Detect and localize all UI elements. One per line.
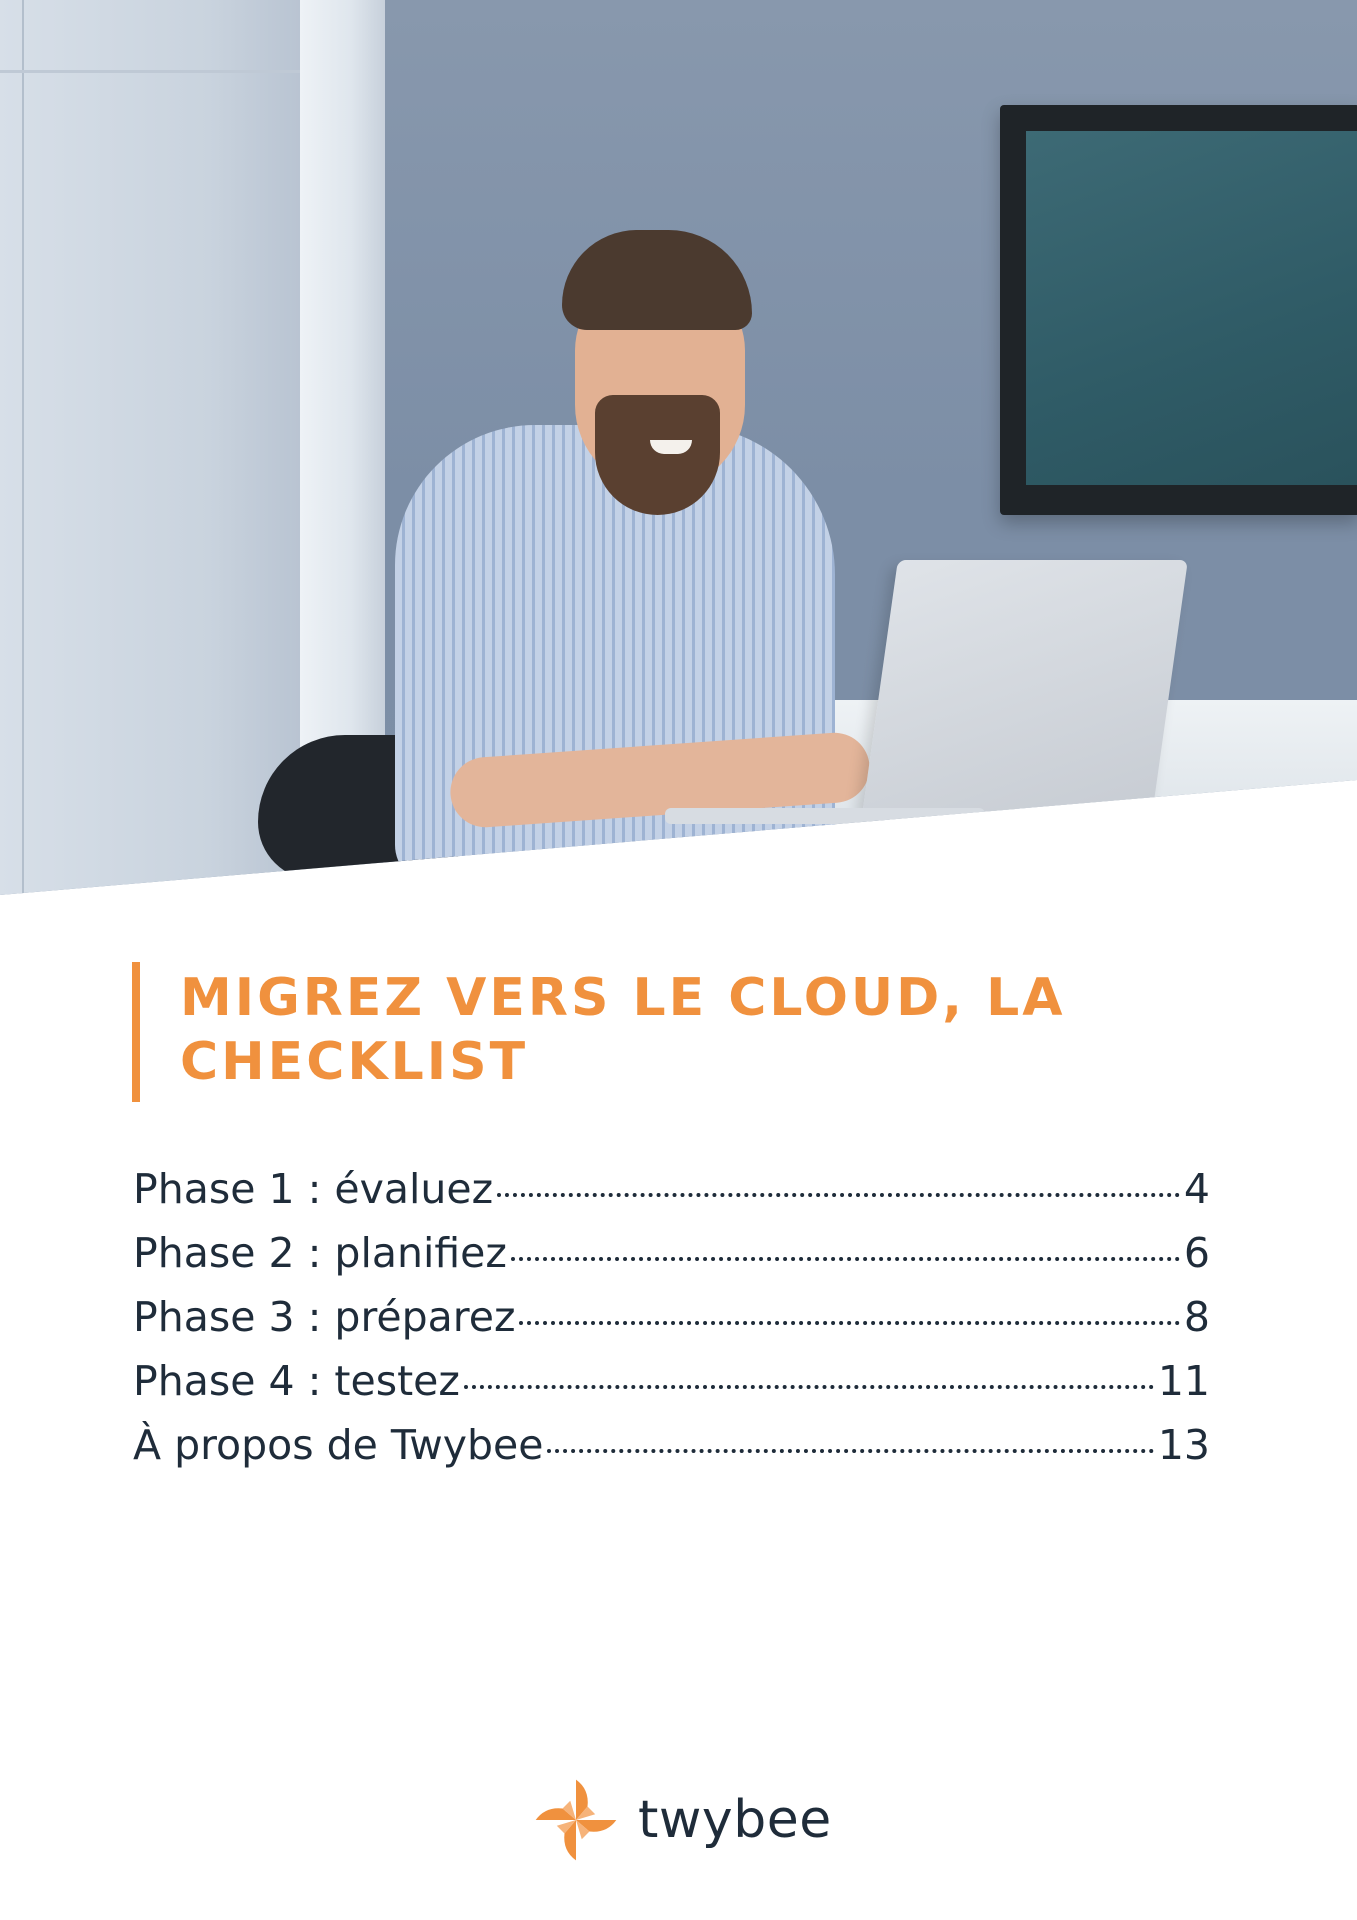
toc-leader-dots — [511, 1257, 1180, 1261]
toc-entry-label: Phase 3 : préparez — [133, 1293, 516, 1341]
table-of-contents — [133, 1165, 1210, 1485]
toc-entry-page: 8 — [1183, 1293, 1210, 1341]
twybee-wordmark: twybee — [638, 1790, 832, 1850]
toc-entry-label: À propos de Twybee — [133, 1421, 544, 1469]
toc-entry-page: 6 — [1183, 1229, 1210, 1277]
toc-entry-label: Phase 2 : planifiez — [133, 1229, 507, 1277]
toc-leader-dots — [547, 1449, 1153, 1453]
hero-laptop-base — [665, 808, 985, 824]
toc-leader-dots — [497, 1193, 1180, 1197]
toc-entry-page: 4 — [1183, 1165, 1210, 1213]
toc-entry-phase-1[interactable] — [133, 1165, 1210, 1229]
hero-laptop — [862, 560, 1188, 815]
toc-entry-page: 11 — [1157, 1357, 1210, 1405]
hero-photo — [0, 0, 1357, 900]
title-accent-bar — [132, 962, 140, 1102]
toc-entry-label: Phase 1 : évaluez — [133, 1165, 494, 1213]
twybee-pinwheel-icon — [528, 1772, 624, 1868]
toc-entry-label: Phase 4 : testez — [133, 1357, 460, 1405]
toc-entry-page: 13 — [1157, 1421, 1210, 1469]
document-title: MIGREZ VERS LE CLOUD, LA CHECKLIST — [180, 968, 1066, 1092]
hero-wall-panel — [0, 0, 300, 900]
toc-entry-phase-2[interactable] — [133, 1229, 1210, 1293]
hero-person-beard — [595, 395, 720, 515]
toc-leader-dots — [464, 1385, 1154, 1389]
toc-entry-about[interactable] — [133, 1421, 1210, 1485]
hero-wall-screen — [1000, 105, 1357, 515]
hero-person-hair — [562, 230, 752, 330]
toc-entry-phase-4[interactable] — [133, 1357, 1210, 1421]
twybee-logo — [528, 1770, 832, 1870]
toc-entry-phase-3[interactable] — [133, 1293, 1210, 1357]
toc-leader-dots — [519, 1321, 1179, 1325]
